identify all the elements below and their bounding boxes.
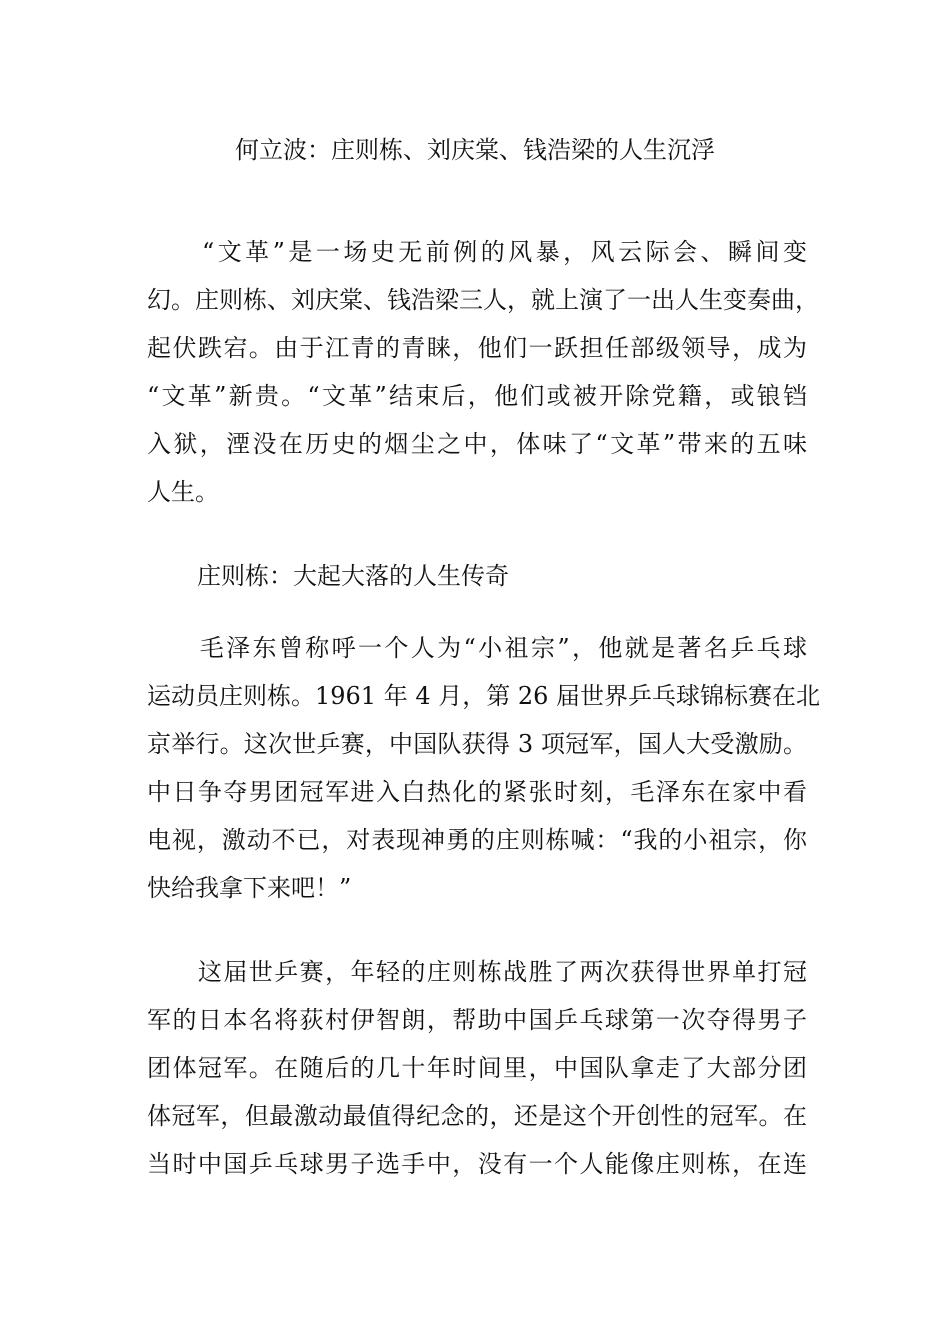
body-paragraph-2 [147,948,807,1188]
text-line: 当时中国乒乓球男子选手中，没有一个人能像庄则栋，在连 [147,1150,807,1178]
document-title: 何立波：庄则栋、刘庆棠、钱浩梁的人生沉浮 [235,136,715,164]
text-line: “文革”是一场史无前例的风暴，风云际会、瞬间变 [147,238,807,266]
text-line: 这届世乒赛，年轻的庄则栋战胜了两次获得世界单打冠 [147,958,807,986]
intro-paragraph [147,228,819,516]
section-heading: 庄则栋：大起大落的人生传奇 [197,562,509,590]
text-line: 入狱，湮没在历史的烟尘之中，体味了“文革”带来的五味 [147,430,807,458]
text-line: 毛泽东曾称呼一个人为“小祖宗”，他就是著名乒乓球 [147,634,807,662]
text-line: 运动员庄则栋。1961 年 4 月，第 26 届世界乒乓球锦标赛在北 [147,682,821,710]
text-line: 电视，激动不已，对表现神勇的庄则栋喊：“我的小祖宗，你 [147,826,807,854]
text-line: 团体冠军。在随后的几十年时间里，中国队拿走了大部分团 [147,1054,807,1082]
text-line: 体冠军，但最激动最值得纪念的，还是这个开创性的冠军。在 [147,1102,807,1130]
text-line: 起伏跌宕。由于江青的青睐，他们一跃担任部级领导，成为 [147,334,807,362]
text-line: 人生。 [147,478,219,506]
body-paragraph-1 [147,624,821,912]
text-line: 军的日本名将荻村伊智朗，帮助中国乒乓球第一次夺得男子 [147,1006,807,1034]
text-line: “文革”新贵。“文革”结束后，他们或被开除党籍，或锒铛 [147,382,807,410]
text-line: 京举行。这次世乒赛，中国队获得 3 项冠军，国人大受激励。 [147,730,807,758]
text-line: 快给我拿下来吧！” [147,874,352,902]
text-line: 幻。庄则栋、刘庆棠、钱浩梁三人，就上演了一出人生变奏曲， [147,286,819,314]
text-line: 中日争夺男团冠军进入白热化的紧张时刻，毛泽东在家中看 [147,778,807,806]
